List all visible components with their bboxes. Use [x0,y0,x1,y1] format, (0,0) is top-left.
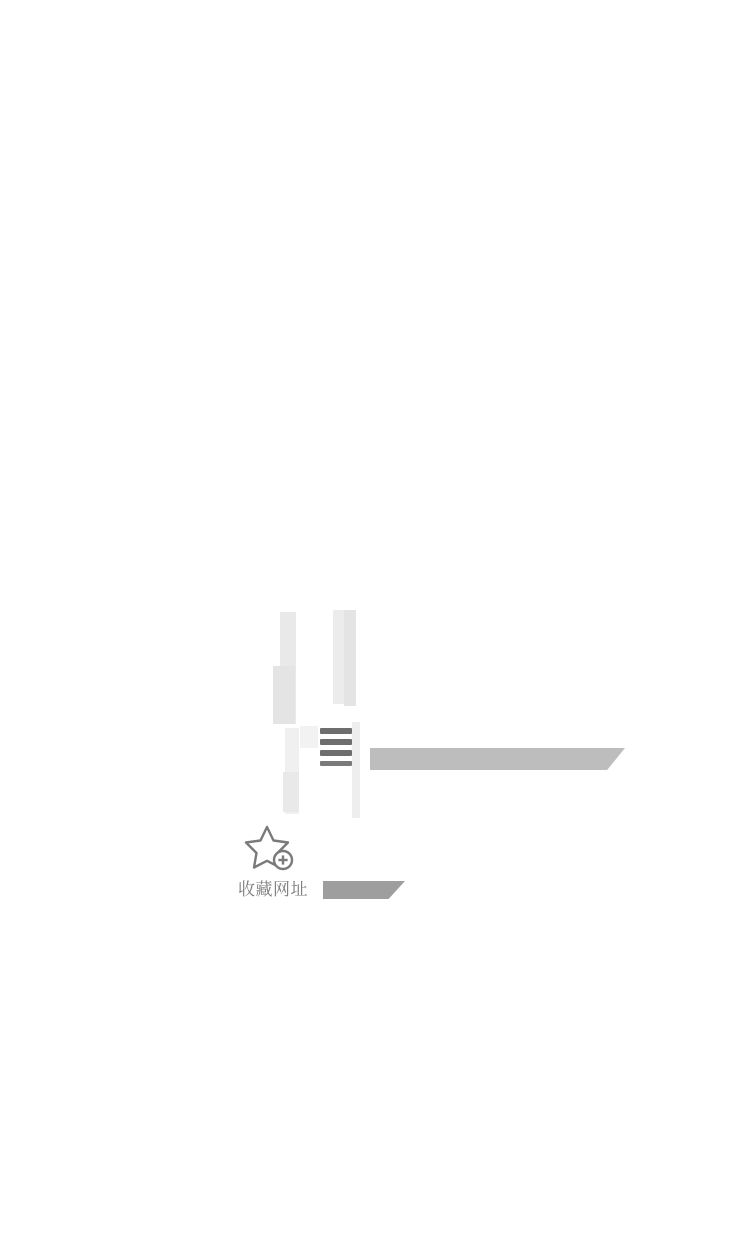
skeleton-block [285,728,299,814]
skeleton-block [344,610,356,706]
favorite-label: 收藏网址 [238,880,308,900]
menu-bar-2 [320,739,352,745]
menu-bar-1 [320,728,352,734]
skeleton-block [283,772,299,812]
skeleton-block [352,722,360,818]
sub-placeholder-bar [323,881,405,899]
skeleton-block [300,726,318,748]
menu-bar-3 [320,750,352,756]
menu-bar-4 [320,761,352,766]
hamburger-menu-icon[interactable] [320,728,352,762]
skeleton-block [333,610,356,704]
headline-placeholder-bar [370,748,625,770]
skeleton-block [280,612,296,724]
star-plus-icon[interactable] [244,824,302,874]
skeleton-block [273,666,295,724]
